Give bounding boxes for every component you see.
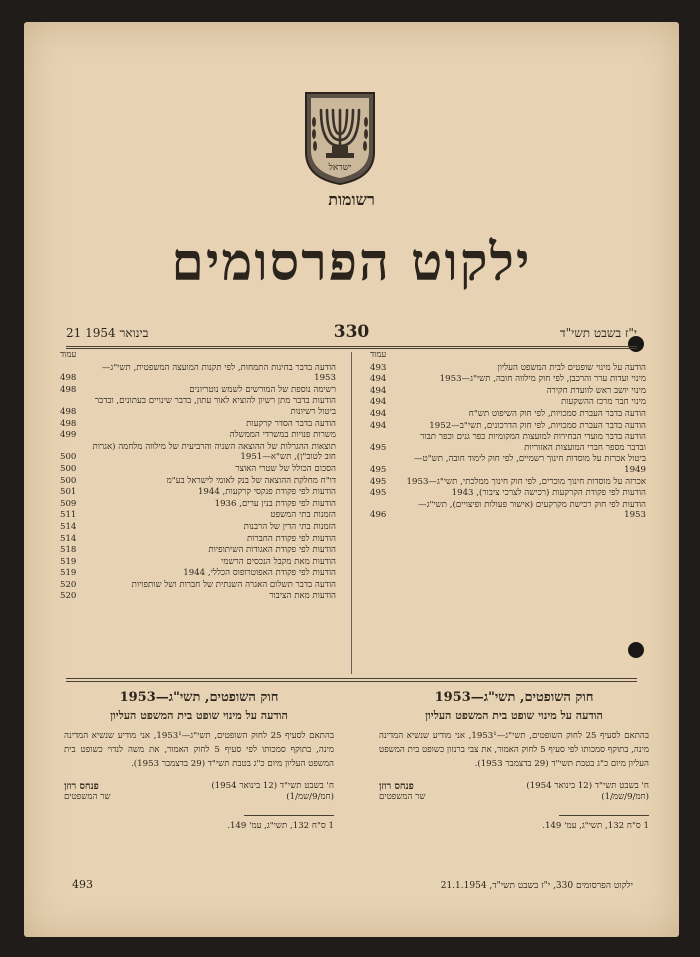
toc-entry (370, 421, 646, 432)
toc-entry (370, 488, 646, 499)
signer-title: שר המשפטים (379, 792, 426, 802)
toc-entry-title: דו"ח מחלקת ההוצאה של בנק לאומי לישראל בע"מ (166, 475, 336, 486)
toc-entry-title: הודעות לפי פקודת הקרקעות (רכישה לצרכי ציבור), 1943 (451, 488, 646, 499)
toc-entry-title: הזמנות בתי הדין של הרבנות (243, 521, 336, 532)
toc-entry (60, 363, 336, 384)
toc-entry-title: הודעה בדבר תשלום האגרה השנתית של חברות ושל שותפויות (131, 579, 336, 590)
toc-entry (370, 500, 646, 521)
toc-entry-title: הזמנות בתי המשפט (270, 510, 336, 521)
toc-page-header: עמוד (60, 350, 77, 360)
toc-entry (370, 409, 646, 420)
toc-entry (60, 522, 336, 533)
toc-entry (60, 510, 336, 521)
toc-entry-page: 494 (370, 385, 387, 396)
toc-entry-page: 518 (60, 545, 77, 556)
toc-entry-page: 494 (370, 374, 387, 385)
toc-entry-page: 498 (60, 373, 77, 384)
notice-article-left (64, 690, 334, 833)
toc-bottom-rule (66, 681, 637, 682)
publication-title: ילקוט הפרסומים (171, 232, 532, 293)
article-heading: חוק השופטים, תשי"ג—1953 (119, 690, 279, 705)
toc-entry (60, 591, 336, 602)
toc-entry-title: הודעה בדבר העברת סמכויות, לפי חוק השיפוט תש"ח (468, 408, 646, 419)
toc-entry-page: 498 (60, 384, 77, 395)
toc-entry-page: 520 (60, 591, 77, 602)
toc-entry (60, 534, 336, 545)
toc-entry (60, 545, 336, 556)
signing-date: ח' בשבט תשי"ד (12 בינואר 1954) (526, 781, 649, 791)
notice-article-right (379, 690, 649, 833)
footnote-rule (559, 815, 649, 816)
emblem-text: ישראל (328, 163, 352, 173)
article-body: בהתאם לסעיף 25 לחוק השופטים, תשי"ג—1953¹, אני מודיע שנשיא המדינה מינה, בתוקף סמכותו לפי סעיף 5 לחוק האמור, את משה לנדוי כשופט בית המשפט העליון מיום כ"ג בטבת תשי"ד (29 בדצמבר 1953). (64, 731, 335, 769)
toc-entry-title: הודעה בדבר הסדר קרקעות (246, 418, 336, 429)
toc-entry-page: 500 (60, 463, 77, 474)
article-subheading: הודעה על מינוי שופט בית המשפט העליון (110, 709, 288, 722)
toc-entry-page: 495 (370, 488, 387, 499)
signer-name: פנחס רוזן (64, 781, 99, 792)
toc-entry (60, 464, 336, 475)
toc-entry-page: 494 (370, 408, 387, 419)
toc-entry (370, 374, 646, 385)
toc-entry-title: הודעות לפי פקודת בנין ערים, 1936 (214, 498, 336, 509)
issue-gregorian-date: 21 בינואר 1954 (66, 326, 149, 340)
article-body: בהתאם לסעיף 25 לחוק השופטים, תשי"ג—1953¹, אני מודיע שנשיא המדינה מינה, בתוקף סמכותו לפי סעיף 5 לחוק האמור, את צבי ברנזון כשופט בית המשפט העליון מיום כ"ג בטבת תשי"ד (29 בדצמבר 1953). (379, 731, 650, 769)
column-divider (351, 352, 352, 674)
toc-entry-title: הודעות לפי פקודת פנקסי קרקעות, 1944 (197, 487, 336, 498)
toc-entry-page: 499 (60, 430, 77, 441)
footnote-rule (244, 815, 334, 816)
toc-entry (60, 487, 336, 498)
toc-entry-title: הודעות בדבר מתן רשיון להוציא לאור עתון, בדבר שינויים בעתונים, ובדבר ביטול רשיונות (94, 396, 336, 417)
issue-hebrew-date: י"ז בשבט תשי"ד (559, 326, 637, 340)
toc-entry-page: 495 (370, 442, 387, 453)
toc-entry-page: 519 (60, 556, 77, 567)
toc-entry-title: משרות פנויות במשרדי הממשלה (229, 430, 336, 441)
toc-bottom-rule (66, 678, 637, 679)
toc-entry-page: 514 (60, 521, 77, 532)
toc-entry-page: 509 (60, 498, 77, 509)
issue-number: 330 (333, 322, 370, 342)
toc-entry-page: 498 (60, 406, 77, 417)
toc-entry-title: הודעות לפי פקודת האפוטרופוס הכללי, 1944 (183, 568, 336, 579)
punch-hole (628, 642, 644, 658)
article-subheading: הודעה על מינוי שופט בית המשפט העליון (425, 709, 603, 722)
toc-entry-page: 511 (60, 510, 77, 521)
toc-entry (60, 419, 336, 430)
toc-entry-title: הודעות לפי חוק רכישת מקרקעים (אישור פעולות ופיצויים), תשי"ג—1953 (418, 499, 646, 521)
toc-page-header: עמוד (370, 350, 387, 360)
toc-entry-title: ביטול אכרזת על מוסדות חינוך רשמיים, לפי חוק לימוד חובה, תש"ט—1949 (413, 454, 646, 475)
toc-entry-title: הודעה בדבר מועדי הבחירות למועצות המקומיות כפר גנים וכפר תבור ובדבר מספר חברי המועצות האזוריות (420, 432, 646, 453)
toc-entry-title: הודעה בדבר בחינות התמחות, לפי תקנות המועצה המשפטית, תשי"ג—1953 (101, 362, 336, 384)
toc-entry (60, 499, 336, 510)
signature-block (64, 781, 334, 803)
toc-entry-title: תוצאות ההגרלות של ההוצאה השניה והרביעית של מילווה מלחמה (אגרות חוב לטוב"ן), תש"א—1951 (92, 441, 336, 463)
toc-entry (370, 432, 646, 453)
toc-entry-page: 500 (60, 475, 77, 486)
toc-entry (60, 580, 336, 591)
masthead-divider (66, 346, 637, 349)
toc-entry-page: 494 (370, 397, 387, 408)
article-heading: חוק השופטים, תשי"ג—1953 (434, 690, 594, 705)
page-number: 493 (72, 878, 93, 891)
toc-entry-title: הסכום הכולל של שטרי האוצר (235, 463, 336, 474)
toc-entry-page: 495 (370, 464, 387, 475)
toc-entry-page: 500 (60, 452, 77, 463)
signature-block (379, 781, 649, 803)
toc-entry-page: 498 (60, 418, 77, 429)
toc-entry-page: 501 (60, 487, 77, 498)
toc-entry-title: רשימה נוספת של המורשים לשמש נוטריונים (189, 384, 336, 395)
issue-info-row (66, 322, 637, 344)
toc-entry (60, 385, 336, 396)
toc-entry-title: הודעות מאת מקבל הנכסים הרשמי (221, 556, 336, 567)
toc-entry-title: מינוי ועדות ערר והרכבן, לפי חוק מילווה חובה, תשי"ג—1953 (439, 374, 646, 385)
toc-entry-title: הודעות לפי פקודת החברות (246, 533, 336, 544)
file-reference: (חמ/9/שמ/1) (601, 792, 649, 802)
signer-title: שר המשפטים (64, 792, 111, 802)
toc-entry-page: 494 (370, 420, 387, 431)
toc-entry-title: הודעות לפי פקודת האגודות השיתופיות (208, 545, 336, 556)
gazette-name: רשומות (328, 190, 375, 209)
toc-entry-title: מינוי חבר מרכז ההשקעות (560, 397, 646, 408)
toc-entry-page: 519 (60, 568, 77, 579)
toc-entry (370, 386, 646, 397)
footnote: 1 ס"ח 132, תשי"ג, עמ' 149. (227, 821, 334, 831)
toc-entry (370, 477, 646, 488)
toc-entry-page: 496 (370, 510, 387, 521)
toc-entry (60, 396, 336, 417)
toc-entry (370, 397, 646, 408)
toc-entry (60, 557, 336, 568)
toc-entry-title: הודעות מאת הציבור (269, 591, 336, 602)
toc-entry-title: אכרזה על מוסדות חינוך מוכרים, לפי חוק חינוך ממלכתי, תשי"ג—1953 (406, 476, 646, 487)
toc-entry-page: 520 (60, 579, 77, 590)
toc-entry (60, 430, 336, 441)
gazette-page (24, 22, 679, 937)
toc-right-column (370, 350, 646, 522)
toc-entry-title: מינוי יושב ראש לוועדת חקירה (546, 385, 646, 396)
footnote: 1 ס"ח 132, תשי"ג, עמ' 149. (542, 821, 649, 831)
state-emblem-icon (302, 90, 378, 186)
toc-entry (370, 363, 646, 374)
toc-entry (370, 454, 646, 475)
toc-left-column (60, 350, 336, 603)
toc-entry-title: הודעה בדבר העברת סמכויות, לפי חוק הדרכונים, תשי"ב—1952 (429, 420, 646, 431)
signer-name: פנחס רוזן (379, 781, 414, 792)
toc-entry (60, 442, 336, 463)
toc-entry-title: הודעה על מינוי שופטים לבית המשפט העליון (497, 362, 646, 373)
footer-citation: ילקוט הפרסומים 330, י"ז בשבט תשי"ד, 21.1.1954 (440, 881, 633, 891)
toc-entry-page: 495 (370, 476, 387, 487)
signing-date: ח' בשבט תשי"ד (12 בינואר 1954) (211, 781, 334, 791)
toc-entry (60, 476, 336, 487)
toc-entry (60, 568, 336, 579)
file-reference: (חמ/9/שמ/1) (286, 792, 334, 802)
toc-entry-page: 493 (370, 362, 387, 373)
toc-entry-page: 514 (60, 533, 77, 544)
